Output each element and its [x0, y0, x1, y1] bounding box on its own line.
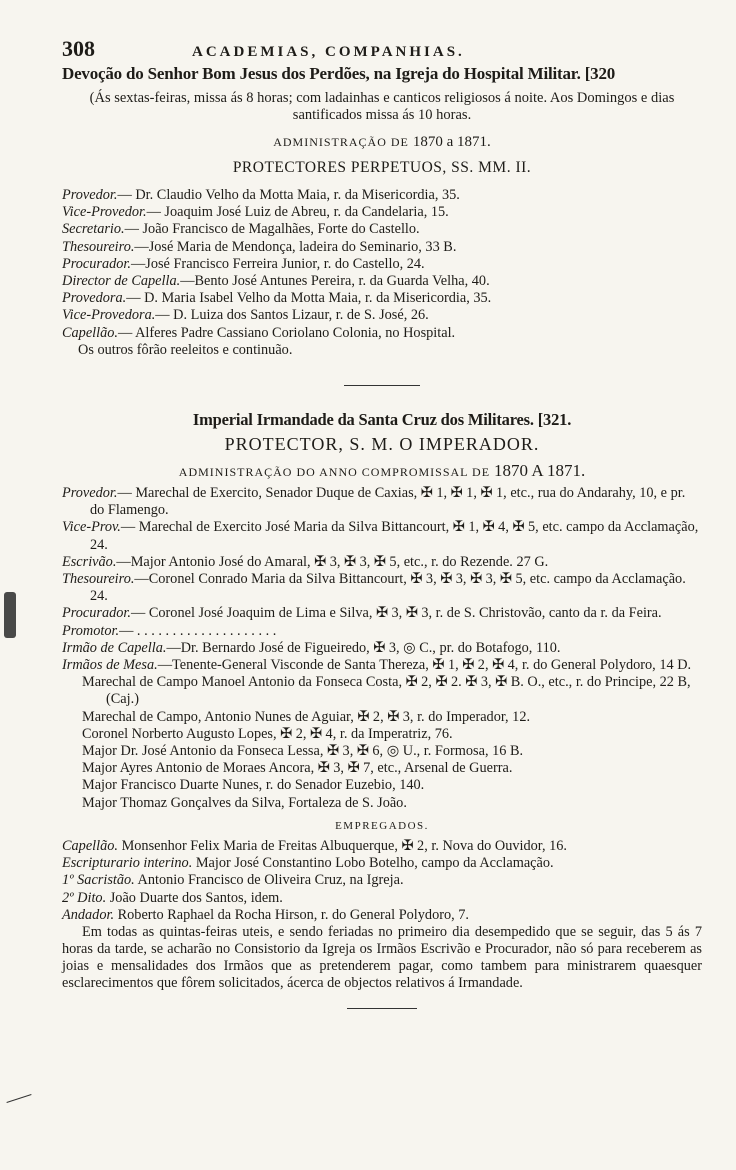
member-entry: Marechal de Campo, Antonio Nunes de Aguiar, ✠ 2, ✠ 3, r. do Imperador, 12. [82, 708, 531, 725]
entry [62, 290, 702, 307]
entry-text: —Coronel Conrado Maria da Silva Bittancourt, ✠ 3, ✠ 3, ✠ 3, ✠ 5, etc. campo da Acclamação. 24. [90, 571, 686, 605]
document-page [62, 36, 702, 1009]
entry-role: 1º Sacristão. [62, 872, 135, 889]
entry-role: Vice-Prov. [62, 519, 121, 536]
entry-text: Major José Constantino Lobo Botelho, campo da Acclamação. [192, 855, 554, 872]
section-title [62, 64, 702, 84]
entry-text: — Joaquim José Luiz de Abreu, r. da Candelaria, 15. [146, 204, 449, 221]
entry-text: — Coronel José Joaquim de Lima e Silva, ✠ 3, ✠ 3, r. de S. Christovão, canto da r. da Feira. [130, 605, 662, 622]
admin-label: ADMINISTRAÇÃO DO ANNO COMPROMISSAL DE [178, 465, 491, 480]
entry-role: Procurador. [62, 605, 131, 622]
section-divider [347, 1008, 417, 1009]
entry-role: Promotor. [62, 622, 120, 639]
entry-role: Escrivão. [62, 553, 117, 570]
page-number: 308 [62, 36, 95, 61]
entry-text: —José Maria de Mendonça, ladeira do Seminario, 33 B. [134, 238, 457, 255]
section-title-text: Devoção do Senhor Bom Jesus dos Perdões, na Igreja do Hospital Militar. [62, 64, 581, 83]
admin-label: ADMINISTRAÇÃO DE [273, 135, 409, 149]
entry [62, 605, 702, 622]
entry-role: Vice-Provedor. [62, 204, 147, 221]
member-entry: Major Thomaz Gonçalves da Silva, Fortaleza de S. João. [82, 794, 407, 811]
member-entry: Marechal de Campo Manoel Antonio da Fonseca Costa, ✠ 2, ✠ 2. ✠ 3, ✠ B. O., etc., r. do Principe, 22 B, (Caj.) [82, 674, 691, 708]
entry-text: Roberto Raphael da Rocha Hirson, r. do General Polydoro, 7. [114, 906, 469, 923]
entry-text: — Marechal de Exercito José Maria da Silva Bittancourt, ✠ 1, ✠ 4, ✠ 5, etc. campo da Acclamação, 24. [90, 519, 699, 553]
entry-text: — Marechal de Exercito, Senador Duque de Caxias, ✠ 1, ✠ 1, ✠ 1, etc., rua do Andarahy, 10, e pr. do Flamengo. [90, 485, 686, 519]
entry [62, 554, 702, 571]
entry-role: Director de Capella. [62, 273, 181, 290]
closing-line: Os outros fôrão reeleitos e continuão. [78, 341, 293, 358]
employees-list [62, 838, 702, 924]
employee-entry [62, 890, 702, 907]
entry-text: João Duarte dos Santos, idem. [106, 889, 283, 906]
entry-text: —Tenente-General Visconde de Santa Thereza, ✠ 1, ✠ 2, ✠ 4, r. do General Polydoro, 14 D. [157, 657, 692, 674]
entry-text: — D. Luiza dos Santos Lizaur, r. de S. José, 26. [155, 307, 429, 324]
entry [62, 623, 702, 640]
employees-heading: EMPREGADOS. [335, 819, 429, 832]
entry-role: Irmãos de Mesa. [62, 657, 158, 674]
entry-role: Provedor. [62, 485, 118, 502]
section-note: (Ás sextas-feiras, missa ás 8 horas; com ladainhas e canticos religiosos á noite. Aos Domingos e dias santificados missa ás 10 horas. [89, 90, 675, 123]
entry-text: —José Francisco Ferreira Junior, r. do Castello, 24. [130, 255, 425, 272]
margin-mark [6, 1094, 31, 1103]
administration-line [62, 461, 702, 481]
entry-role: Provedor. [62, 187, 118, 203]
entry [62, 640, 702, 657]
administration-line [62, 134, 702, 151]
entry [62, 239, 702, 256]
employee-entry [62, 855, 702, 872]
protectors-line: PROTECTORES PERPETUOS, SS. MM. II. [232, 159, 532, 176]
employee-entry [62, 907, 702, 924]
admin-years: 1870 A 1871. [494, 461, 586, 481]
employee-entry [62, 838, 702, 855]
entry-role: Capellão. [62, 324, 118, 341]
entry-role: Provedora. [62, 290, 127, 307]
entry-text: — . . . . . . . . . . . . . . . . . . . . [119, 622, 277, 639]
member-entry: Coronel Norberto Augusto Lopes, ✠ 2, ✠ 4, r. da Imperatriz, 76. [82, 725, 453, 742]
entry [62, 273, 702, 290]
entry-text: —Dr. Bernardo José de Figueiredo, ✠ 3, ◎ C., pr. do Botafogo, 110. [166, 639, 561, 656]
entry [62, 485, 702, 519]
entry [62, 571, 702, 605]
entry [62, 325, 702, 342]
entry-text: Monsenhor Felix Maria de Freitas Albuquerque, ✠ 2, r. Nova do Ouvidor, 16. [118, 837, 567, 854]
entry [62, 221, 702, 238]
entry-role: Thesoureiro. [62, 238, 135, 255]
member-entry: Major Ayres Antonio de Moraes Ancora, ✠ 3, ✠ 7, etc., Arsenal de Guerra. [82, 760, 513, 777]
entry-role: Irmão de Capella. [62, 639, 167, 656]
entry [62, 256, 702, 273]
entry-role: Thesoureiro. [62, 571, 135, 588]
member-entry: Major Francisco Duarte Nunes, r. do Senador Euzebio, 140. [82, 777, 425, 794]
entry-text: —Bento José Antunes Pereira, r. da Guarda Velha, 40. [180, 273, 490, 290]
entry [62, 187, 702, 204]
section-number: [320 [584, 64, 616, 83]
protector-line: PROTECTOR, S. M. O IMPERADOR. [224, 434, 540, 455]
section-number: [321. [537, 410, 572, 430]
entry [62, 657, 702, 674]
entry-role: Capellão. [62, 837, 118, 854]
running-title: ACADEMIAS, COMPANHIAS. [192, 44, 465, 60]
entry-role: Secretario. [62, 221, 125, 238]
employee-entry [62, 872, 702, 889]
entry-text: —Major Antonio José do Amaral, ✠ 3, ✠ 3, ✠ 5, etc., r. do Rezende. 27 G. [116, 553, 549, 570]
closing-paragraph: Em todas as quintas-feiras uteis, e sendo feriadas no primeiro dia desempedido que se seguir, das 5 ás 7 horas da tarde, se acharão no Consistorio da Igreja os Irmãos Escrivão e Procurador, não só para receberem as joias e mensalidades dos Irmãos que as pretenderem pagar, como tambem para ministrarem quaesquer esclarecimentos que fôrem solicitados, ácerca de objectos relativos á Irmandade. [62, 923, 702, 991]
page-edge-ornament [4, 592, 16, 638]
entry-text: — João Francisco de Magalhães, Forte do Castello. [124, 221, 420, 238]
entry-role: Escripturario interino. [62, 855, 193, 872]
section-title [62, 410, 702, 430]
entries-list [62, 485, 702, 812]
entry-role: Andador. [62, 906, 115, 923]
entry-role: Procurador. [62, 255, 131, 272]
entry-text: Antonio Francisco de Oliveira Cruz, na Igreja. [134, 872, 404, 889]
section-divider [344, 385, 420, 386]
entry [62, 307, 702, 324]
section-title-text: Imperial Irmandade da Santa Cruz dos Militares. [192, 410, 534, 430]
entry-role: Vice-Provedora. [62, 307, 156, 324]
member-entry: Major Dr. José Antonio da Fonseca Lessa, ✠ 3, ✠ 6, ◎ U., r. Formosa, 16 B. [82, 743, 524, 760]
entry [62, 204, 702, 221]
running-header [62, 36, 702, 64]
entries-list [62, 187, 702, 359]
entry-text: — Dr. Claudio Velho da Motta Maia, r. da Misericordia, 35. [117, 187, 460, 203]
entry-role: 2º Dito. [62, 889, 107, 906]
entry-text: — Alferes Padre Cassiano Coriolano Colonia, no Hospital. [118, 324, 456, 341]
admin-years: 1870 a 1871. [412, 134, 491, 150]
entry-text: — D. Maria Isabel Velho da Motta Maia, r. da Misericordia, 35. [126, 290, 492, 307]
entry [62, 519, 702, 553]
